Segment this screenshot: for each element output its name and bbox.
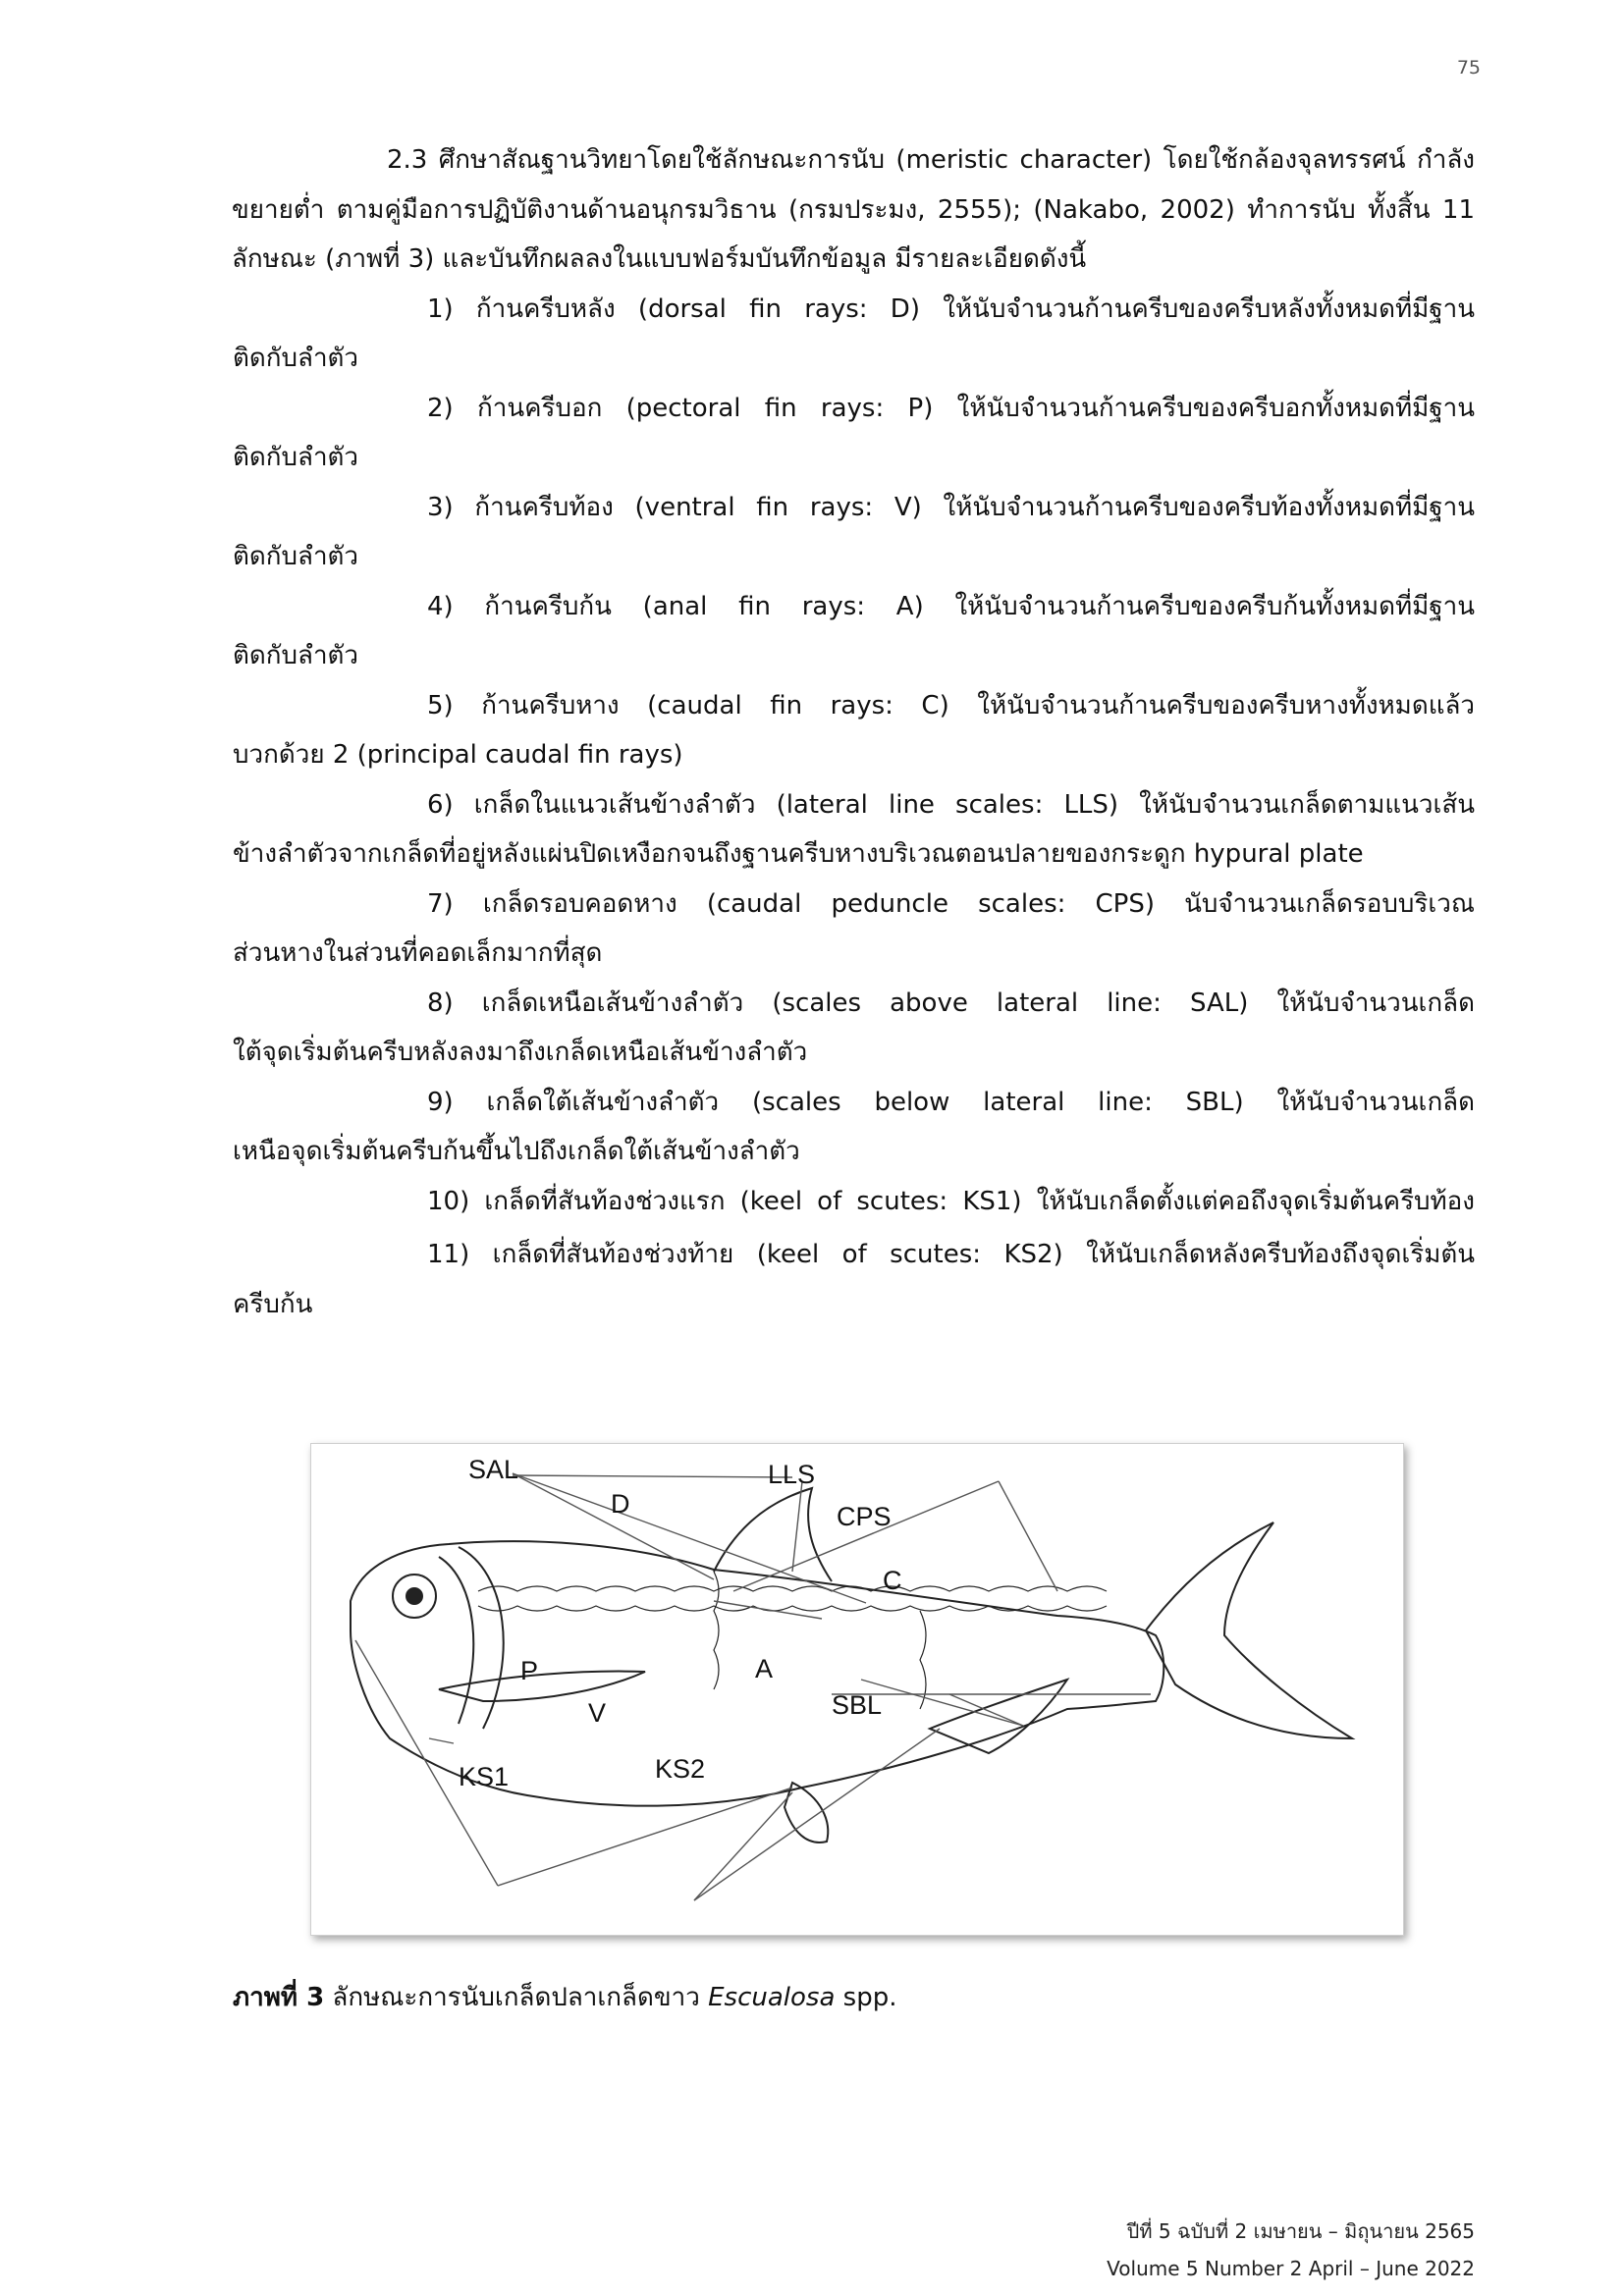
footer-thai: ปีที่ 5 ฉบับที่ 2 เมษายน – มิถุนายน 2565 — [1126, 2219, 1475, 2243]
item-6-line-1: 6) เกล็ดในแนวเส้นข้างลำตัว (lateral line scales: LLS) ให้นับจำนวนเกล็ดตามแนวเส้น — [427, 789, 1475, 820]
item-10-line-1: 10) เกล็ดที่สันท้องช่วงแรก (keel of scutes: KS1) ให้นับเกล็ดตั้งแต่คอถึงจุดเริ่มต้นครีบท้อง — [427, 1186, 1475, 1216]
list-item — [233, 285, 1475, 384]
label-sbl: SBL — [832, 1690, 883, 1720]
intro-line-1: 2.3 ศึกษาสัณฐานวิทยาโดยใช้ลักษณะการนับ (meristic character) โดยใช้กล้องจุลทรรศน์ — [387, 145, 1406, 175]
list-item — [233, 880, 1475, 979]
item-1-line-1: 1) ก้านครีบหลัง (dorsal fin rays: D) ให้นับจำนวนก้านครีบของครีบหลังทั้งหมดที่มีฐาน — [427, 294, 1475, 324]
list-item — [233, 681, 1475, 780]
fish-meristic-figure — [310, 1443, 1404, 1936]
item-11-line-2: ครีบก้น — [233, 1289, 313, 1319]
label-d: D — [611, 1489, 630, 1519]
item-9-line-1: 9) เกล็ดใต้เส้นข้างลำตัว (scales below lateral line: SBL) ให้นับจำนวนเกล็ด — [427, 1087, 1475, 1117]
label-lls: LLS — [768, 1460, 816, 1489]
label-ks2: KS2 — [655, 1754, 706, 1784]
caption-label: ภาพที่ 3 — [233, 1983, 325, 2012]
label-cps: CPS — [837, 1502, 892, 1531]
page-number: 75 — [1456, 57, 1481, 79]
item-8-line-1: 8) เกล็ดเหนือเส้นข้างลำตัว (scales above lateral line: SAL) ให้นับจำนวนเกล็ด — [427, 988, 1475, 1018]
item-1-line-2: ติดกับลำตัว — [233, 344, 359, 373]
list-item — [233, 582, 1475, 681]
item-5-line-2: บวกด้วย 2 (principal caudal fin rays) — [233, 740, 683, 770]
anal-fin — [930, 1680, 1067, 1753]
label-c: C — [883, 1566, 902, 1595]
caption-suffix: spp. — [835, 1983, 897, 2012]
caption-genus: Escualosa — [708, 1983, 836, 2012]
item-6-line-2: ข้างลำตัวจากเกล็ดที่อยู่หลังแผ่นปิดเหงือกจนถึงฐานครีบหางบริเวณตอนปลายของกระดูก hypural plate — [233, 839, 1364, 869]
dorsal-fin — [714, 1488, 832, 1581]
list-item — [233, 979, 1475, 1078]
label-a: A — [755, 1654, 774, 1683]
intro-paragraph — [232, 135, 1475, 285]
item-8-line-2: ใต้จุดเริ่มต้นครีบหลังลงมาถึงเกล็ดเหนือเส้นข้างลำตัว — [233, 1038, 808, 1067]
list-item — [233, 1078, 1475, 1177]
label-ks1: KS1 — [459, 1762, 510, 1791]
list-item — [233, 384, 1475, 483]
item-3-line-2: ติดกับลำตัว — [233, 542, 359, 571]
item-7-line-2: ส่วนหางในส่วนที่คอดเล็กมากที่สุด — [233, 938, 603, 968]
intro-line-3: ทั้งสิ้น 11 ลักษณะ (ภาพที่ 3) และบันทึกผลลงในแบบฟอร์มบันทึกข้อมูล มีรายละเอียดดังนี้ — [232, 194, 1476, 274]
methods-text — [233, 135, 1475, 1329]
figure-caption — [233, 1977, 896, 2017]
list-item — [233, 1177, 1475, 1227]
ventral-fin — [785, 1783, 828, 1842]
list-item — [233, 483, 1475, 582]
label-v: V — [588, 1698, 607, 1728]
item-11-line-1: 11) เกล็ดที่สันท้องช่วงท้าย (keel of scutes: KS2) ให้นับเกล็ดหลังครีบท้องถึงจุดเริ่มต้น — [427, 1240, 1475, 1269]
item-9-line-2: เหนือจุดเริ่มต้นครีบก้นขึ้นไปถึงเกล็ดใต้เส้นข้างลำตัว — [233, 1137, 800, 1166]
caption-text: ลักษณะการนับเกล็ดปลาเกล็ดขาว — [324, 1983, 709, 2012]
fish-illustration — [311, 1444, 1403, 1935]
item-3-line-1: 3) ก้านครีบท้อง (ventral fin rays: V) ให้นับจำนวนก้านครีบของครีบท้องทั้งหมดที่มีฐาน — [427, 492, 1475, 522]
intro-line-2: กำลังขยายต่ำ ตามคู่มือการปฏิบัติงานด้านอนุกรมวิธาน (กรมประมง, 2555); (Nakabo, 2002) ทำการนับ — [232, 145, 1476, 225]
journal-footer — [1107, 2213, 1475, 2287]
item-2-line-1: 2) ก้านครีบอก (pectoral fin rays: P) ให้นับจำนวนก้านครีบของครีบอกทั้งหมดที่มีฐาน — [427, 393, 1475, 423]
item-4-line-2: ติดกับลำตัว — [233, 641, 359, 670]
list-item — [233, 780, 1475, 880]
label-p: P — [520, 1656, 539, 1685]
footer-english: Volume 5 Number 2 April – June 2022 — [1107, 2257, 1475, 2280]
caudal-fin — [1146, 1522, 1352, 1738]
item-4-line-1: 4) ก้านครีบก้น (anal fin rays: A) ให้นับจำนวนก้านครีบของครีบก้นทั้งหมดที่มีฐาน — [427, 591, 1475, 621]
list-item — [233, 1230, 1475, 1329]
label-sal: SAL — [468, 1455, 519, 1484]
item-2-line-2: ติดกับลำตัว — [233, 443, 359, 472]
item-5-line-1: 5) ก้านครีบหาง (caudal fin rays: C) ให้นับจำนวนก้านครีบของครีบหางทั้งหมดแล้ว — [427, 690, 1475, 721]
item-7-line-1: 7) เกล็ดรอบคอดหาง (caudal peduncle scales: CPS) นับจำนวนเกล็ดรอบบริเวณ — [427, 888, 1475, 919]
